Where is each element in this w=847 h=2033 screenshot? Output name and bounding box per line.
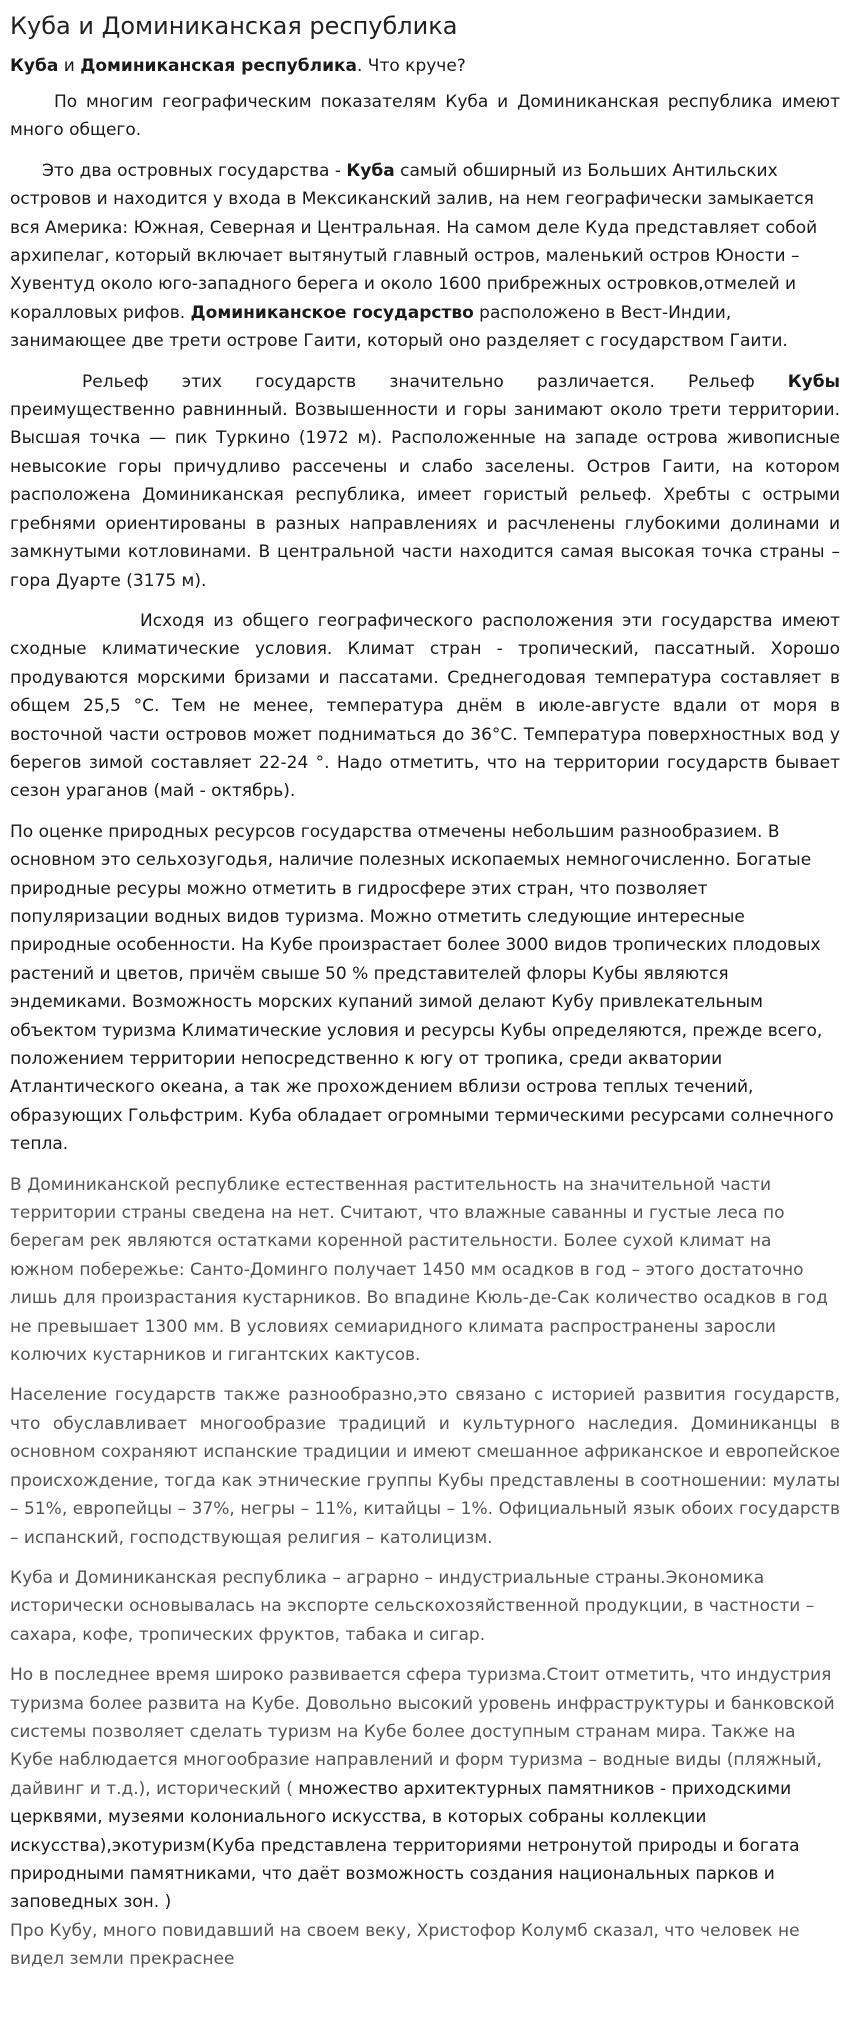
paragraph-relief xyxy=(10,368,840,595)
paragraph-resources: По оценке природных ресурсов государства отмечены небольшим разнообразием. В основном это сельхозугодья, наличие полезных ископаемых немногочисленно. Богатые природные ресуры можно отметить в гидросфере этих стран, что позволяет популяризации водных видов туризма. Можно отметить следующие интересные природные особенности. На Кубе произрастает более 3000 видов тропических плодовых растений и цветов, причём свыше 50 % представителей флоры Кубы являются эндемиками. Возможность морских купаний зимой делают Кубу привлекательным объектом туризма Климатические условия и ресурсы Кубы определяются, прежде всего, положением территории непосредственно к югу от тропика, среди акватории Атлантического океана, а так же прохождением вблизи острова теплых течений, образующих Гольфстрим. Куба обладает огромными термическими ресурсами солнечного тепла. xyxy=(10,821,834,1155)
paragraph-islands-c: самый обширный из Больших Антильских островов и находится у входа в Мексиканский залив, на нем географически замыкается вся Америка: Южная, Северная и Центральная. На самом деле Куда представляет собой архипелаг, который включает вытянутый главный остров, маленький остров Юности – Хувентуд около юго-западного берега и около 1600 прибрежных островков,отмелей и коралловых рифов. xyxy=(10,160,818,323)
subtitle-and: и xyxy=(58,56,81,76)
paragraph-population-a: Население государств также разнообразно,это связано с историей развития государств, что обуславливает многообразие традиций и культурного наследия. Доминиканцы в основном сохраняют испанские традиции и имеют смешанное африканское и европейское происхождение, тогда как этнические группы Кубы представлены в соотношении: мулаты – 51%, европейцы – 37%, негры – 11%, китайцы – 1%. xyxy=(10,1385,840,1520)
paragraph-tourism xyxy=(10,1661,840,1973)
paragraph-islands-a: Это два островных государства - xyxy=(42,160,347,181)
subtitle-question: . Что круче? xyxy=(357,56,466,76)
article xyxy=(10,0,840,1974)
paragraph-economy: Куба и Доминиканская республика – аграрно – индустриальные страны.Экономика исторически основывалась на экспорте сельскохозяйственной продукции, в частности – сахара, кофе, тропических фруктов, табака и сигар. xyxy=(10,1567,815,1645)
paragraph-relief-a: Рельеф этих государств значительно различается. Рельеф xyxy=(82,371,788,392)
paragraph-tourism-a: Но в последнее время широко развивается сфера туризма.Стоит отметить, что индустрия туризма более развита на Кубе. Довольно высокий уровень инфраструктуры и банковской системы позволяет сделать туризм на Кубе более доступным странам мира. Также на Кубе наблюдается многообразие направлений и форм туризма – водные виды (пляжный, дайвинг и т.д.), исторический ( xyxy=(10,1665,835,1799)
paragraph-intro: По многим географическим показателям Куба и Доминиканская республика имеют много общего. xyxy=(10,92,840,141)
paragraph-tourism-quote: Про Кубу, много повидавший на своем веку, Христофор Колумб сказал, что человек не видел земли прекраснее xyxy=(10,1920,800,1970)
paragraph-relief-c: преимущественно равнинный. Возвышенности и горы занимают около трети территории. Высшая точка — пик Туркино (1972 м). Расположенные на западе острова живописные невысокие горы причудливо рассечены и слабо заселены. Остров Гаити, на котором расположена Доминиканская республика, имеет гористый рельеф. Хребты с острыми гребнями ориентированы в разных направлениях и расчленены глубокими долинами и замкнутыми котловинами. В центральной части находится самая высокая точка страны – гора Дуарте (3175 м). xyxy=(10,400,840,591)
paragraph-population-b: Официальный язык обоих государств – испанский, господствующая религия – католицизм. xyxy=(10,1499,840,1548)
subtitle-cuba: Куба xyxy=(10,56,59,76)
paragraph-climate: Исходя из общего географического расположения эти государства имеют сходные климатические условия. Климат стран - тропический, пассатный. Хорошо продуваются морскими бризами и пассатами. Среднегодовая температура составляет в общем 25,5 °С. Тем не менее, температура днём в июле-августе вдали от моря в восточной части островов может подниматься до 36°С. Температура поверхностных вод у берегов зимой составляет 22-24 °. Надо отметить, что на территории государств бывает сезон ураганов (май - октябрь). xyxy=(10,610,840,802)
page-title: Куба и Доминиканская республика xyxy=(10,12,458,40)
subtitle xyxy=(10,54,840,78)
paragraph-islands-d: расположено в Вест-Индии, занимающее две трети острове Гаити, который оно разделяет с государством Гаити. xyxy=(10,302,788,352)
paragraph-relief-cuba: Кубы xyxy=(787,371,840,392)
subtitle-dominican: Доминиканская республика xyxy=(80,56,357,76)
paragraph-islands-cuba: Куба xyxy=(346,160,395,181)
paragraph-vegetation: В Доминиканской республике естественная растительность на значительной части территории страны сведена на нет. Считают, что влажные саванны и густые леса по берегам рек являются остатками коренной растительности. Более сухой климат на южном побережье: Санто-Доминго получает 1450 мм осадков в год – этого достаточно лишь для произрастания кустарников. Во впадине Кюль-де-Сак количество осадков в год не превышает 1300 мм. В условиях семиаридного климата распространены заросли колючих кустарников и гигантских кактусов. xyxy=(10,1174,828,1366)
paragraph-islands xyxy=(10,157,840,356)
paragraph-islands-dominican: Доминиканское государство xyxy=(190,302,474,323)
paragraph-tourism-b: множество архитектурных памятников - приходскими церквями, музеями колониального искусства, в которых собраны коллекции искусства),экотуризм(Куба представлена территориями нетронутой природы и богата природными памятниками, что даёт возможность создания национальных парков и заповедных зон. ) xyxy=(10,1778,800,1913)
paragraph-population xyxy=(10,1381,840,1551)
